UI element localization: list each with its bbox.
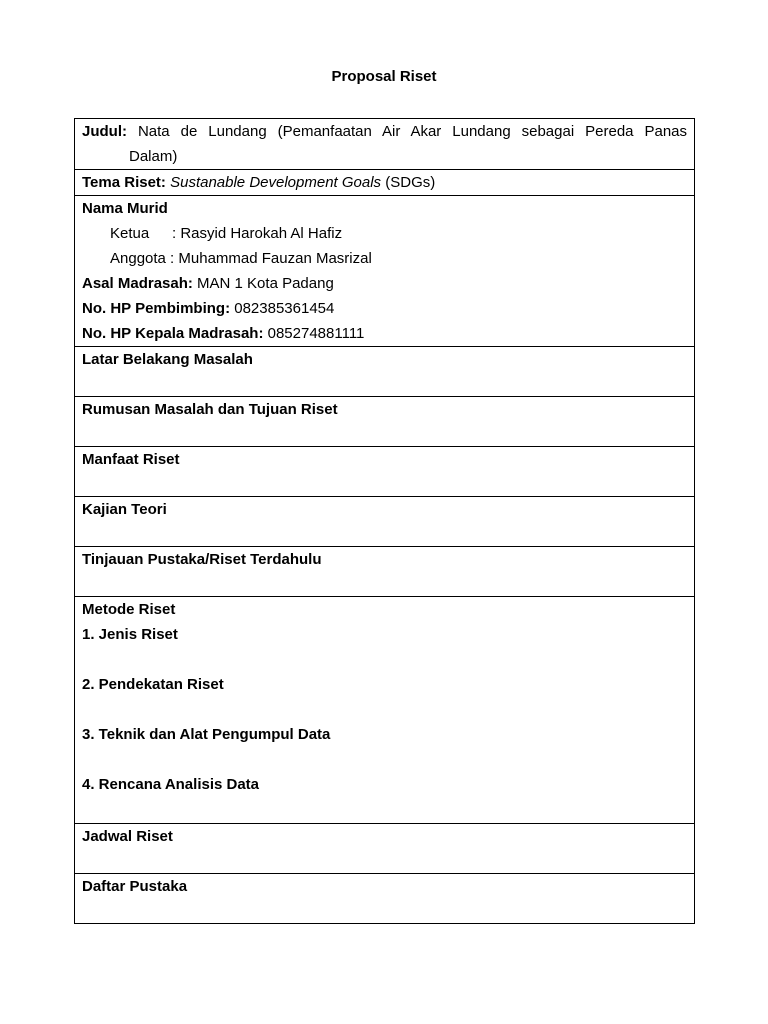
ketua-label: Ketua bbox=[110, 225, 150, 242]
row-daftar bbox=[75, 874, 695, 924]
tinjauan-heading: Tinjauan Pustaka/Riset Terdahulu bbox=[75, 547, 695, 597]
murid-heading: Nama Murid bbox=[82, 200, 168, 217]
ketua-value: : Rasyid Harokah Al Hafiz bbox=[172, 225, 343, 242]
latar-heading: Latar Belakang Masalah bbox=[75, 347, 695, 397]
row-manfaat bbox=[75, 447, 695, 497]
metode-item-jenis: 1. Jenis Riset bbox=[82, 626, 178, 643]
manfaat-heading: Manfaat Riset bbox=[75, 447, 695, 497]
kajian-heading: Kajian Teori bbox=[75, 497, 695, 547]
madrasah-label: Asal Madrasah: bbox=[82, 275, 193, 292]
row-judul bbox=[75, 119, 695, 170]
metode-cell bbox=[75, 597, 695, 824]
judul-label: Judul: bbox=[82, 123, 127, 140]
rumusan-heading: Rumusan Masalah dan Tujuan Riset bbox=[75, 397, 695, 447]
row-metode bbox=[75, 597, 695, 824]
row-jadwal bbox=[75, 824, 695, 874]
hp-kepala-value: 085274881111 bbox=[263, 325, 365, 342]
madrasah-value: MAN 1 Kota Padang bbox=[192, 275, 334, 292]
tema-value-suffix: (SDGs) bbox=[381, 174, 436, 191]
judul-line-1 bbox=[82, 119, 687, 144]
page-title: Proposal Riset bbox=[331, 68, 437, 85]
anggota-line bbox=[82, 246, 687, 271]
hp-pembimbing-value: 082385361454 bbox=[230, 300, 335, 317]
metode-item-analisis: 4. Rencana Analisis Data bbox=[82, 776, 260, 793]
row-rumusan bbox=[75, 397, 695, 447]
tema-label: Tema Riset: bbox=[82, 174, 166, 191]
tema-cell bbox=[75, 170, 695, 196]
proposal-table bbox=[74, 118, 695, 924]
row-kajian bbox=[75, 497, 695, 547]
ketua-line bbox=[82, 221, 687, 246]
row-murid bbox=[75, 196, 695, 347]
hp-kepala-line bbox=[82, 321, 687, 346]
metode-item-pendekatan: 2. Pendekatan Riset bbox=[82, 676, 224, 693]
row-tinjauan bbox=[75, 547, 695, 597]
anggota-value: : Muhammad Fauzan Masrizal bbox=[165, 250, 372, 267]
murid-cell bbox=[75, 196, 695, 347]
judul-value-line2: Dalam) bbox=[129, 148, 178, 165]
anggota-label: Anggota bbox=[110, 250, 166, 267]
judul-cell bbox=[75, 119, 695, 170]
row-latar bbox=[75, 347, 695, 397]
hp-pembimbing-line bbox=[82, 296, 687, 321]
jadwal-heading: Jadwal Riset bbox=[75, 824, 695, 874]
metode-gap bbox=[82, 647, 687, 672]
hp-pembimbing-label: No. HP Pembimbing: bbox=[82, 300, 231, 317]
metode-gap bbox=[82, 697, 687, 722]
madrasah-line bbox=[82, 271, 687, 296]
row-tema bbox=[75, 170, 695, 196]
daftar-heading: Daftar Pustaka bbox=[75, 874, 695, 924]
metode-item-teknik: 3. Teknik dan Alat Pengumpul Data bbox=[82, 726, 331, 743]
hp-kepala-label: No. HP Kepala Madrasah: bbox=[82, 325, 264, 342]
metode-heading: Metode Riset bbox=[82, 601, 176, 618]
judul-value-line1: Nata de Lundang (Pemanfaatan Air Akar Lundang sebagai Pereda Panas bbox=[137, 123, 687, 140]
tema-value-italic: Sustanable Development Goals bbox=[170, 174, 382, 191]
metode-gap bbox=[82, 747, 687, 772]
